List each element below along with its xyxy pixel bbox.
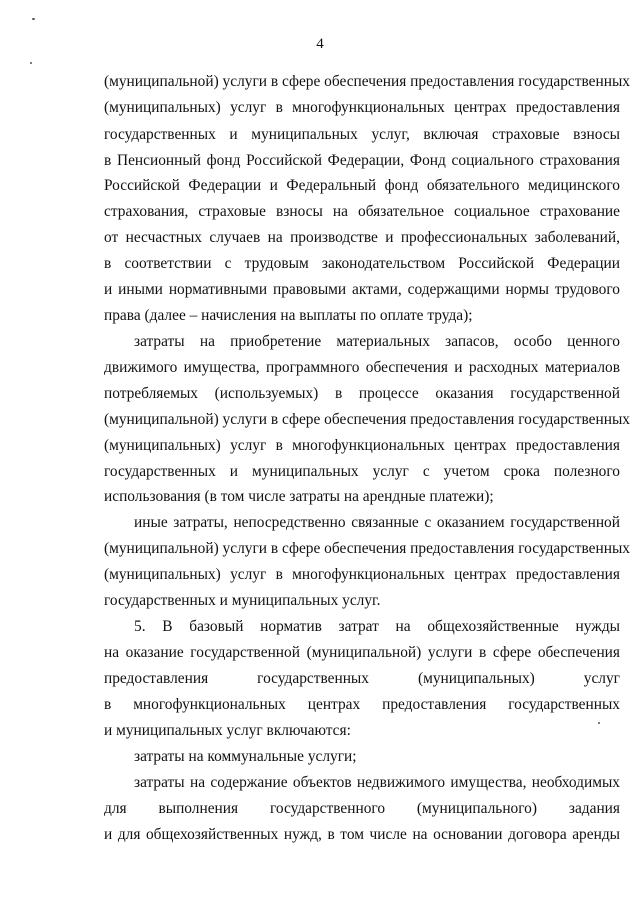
text-line: затраты на коммунальные услуги; (134, 748, 357, 765)
text-line: Российской Федерации и Федеральный фонд обязательного медицинского (104, 177, 620, 194)
text-line: страхования, страховые взносы на обязательное социальное страхование (104, 203, 620, 220)
text-line: государственных и муниципальных услуг с учетом срока полезного (104, 463, 620, 480)
text-line: потребляемых (используемых) в процессе оказания государственной (104, 385, 620, 402)
text-line: в соответствии с трудовым законодательством Российской Федерации (104, 255, 620, 272)
text-line: иные затраты, непосредственно связанные с оказанием государственной (134, 514, 620, 531)
text-line: движимого имущества, программного обеспечения и расходных материалов (104, 359, 620, 376)
scan-speck (598, 722, 600, 724)
text-line: от несчастных случаев на производстве и профессиональных заболеваний, (104, 229, 620, 246)
scan-speck (30, 62, 32, 64)
text-line: (муниципальных) услуг в многофункциональных центрах предоставления (104, 566, 620, 583)
text-line: права (далее – начисления на выплаты по оплате труда); (104, 307, 473, 324)
text-line: в Пенсионный фонд Российской Федерации, Фонд социального страхования (104, 152, 620, 169)
text-line: и для общехозяйственных нужд, в том числе на основании договора аренды (104, 826, 620, 843)
text-line: государственных и муниципальных услуг, включая страховые взносы (104, 126, 620, 143)
text-line: на оказание государственной (муниципальной) услуги в сфере обеспечения (104, 644, 620, 661)
text-line: государственных и муниципальных услуг. (104, 592, 381, 609)
text-line: (муниципальной) услуги в сфере обеспечения предоставления государственных (104, 73, 630, 90)
text-line: (муниципальной) услуги в сфере обеспечения предоставления государственных (104, 540, 630, 557)
scan-speck (32, 18, 35, 20)
text-line: использования (в том числе затраты на арендные платежи); (104, 488, 494, 505)
text-line: (муниципальной) услуги в сфере обеспечения предоставления государственных (104, 411, 630, 428)
page-number: 4 (316, 36, 324, 52)
text-line: и иными нормативными правовыми актами, содержащими нормы трудового (104, 281, 620, 298)
text-line: (муниципальных) услуг в многофункциональных центрах предоставления (104, 99, 620, 116)
text-line: и муниципальных услуг включаются: (104, 722, 351, 739)
text-line: (муниципальных) услуг в многофункциональных центрах предоставления (104, 437, 620, 454)
text-line: 5. В базовый норматив затрат на общехозяйственные нужды (134, 618, 620, 635)
text-line: затраты на приобретение материальных запасов, особо ценного (134, 333, 620, 350)
text-line: предоставления государственных (муниципальных) услуг (104, 670, 620, 687)
text-line: в многофункциональных центрах предоставления государственных (104, 696, 620, 713)
text-line: для выполнения государственного (муниципального) задания (104, 800, 620, 817)
text-line: затраты на содержание объектов недвижимого имущества, необходимых (134, 774, 620, 791)
